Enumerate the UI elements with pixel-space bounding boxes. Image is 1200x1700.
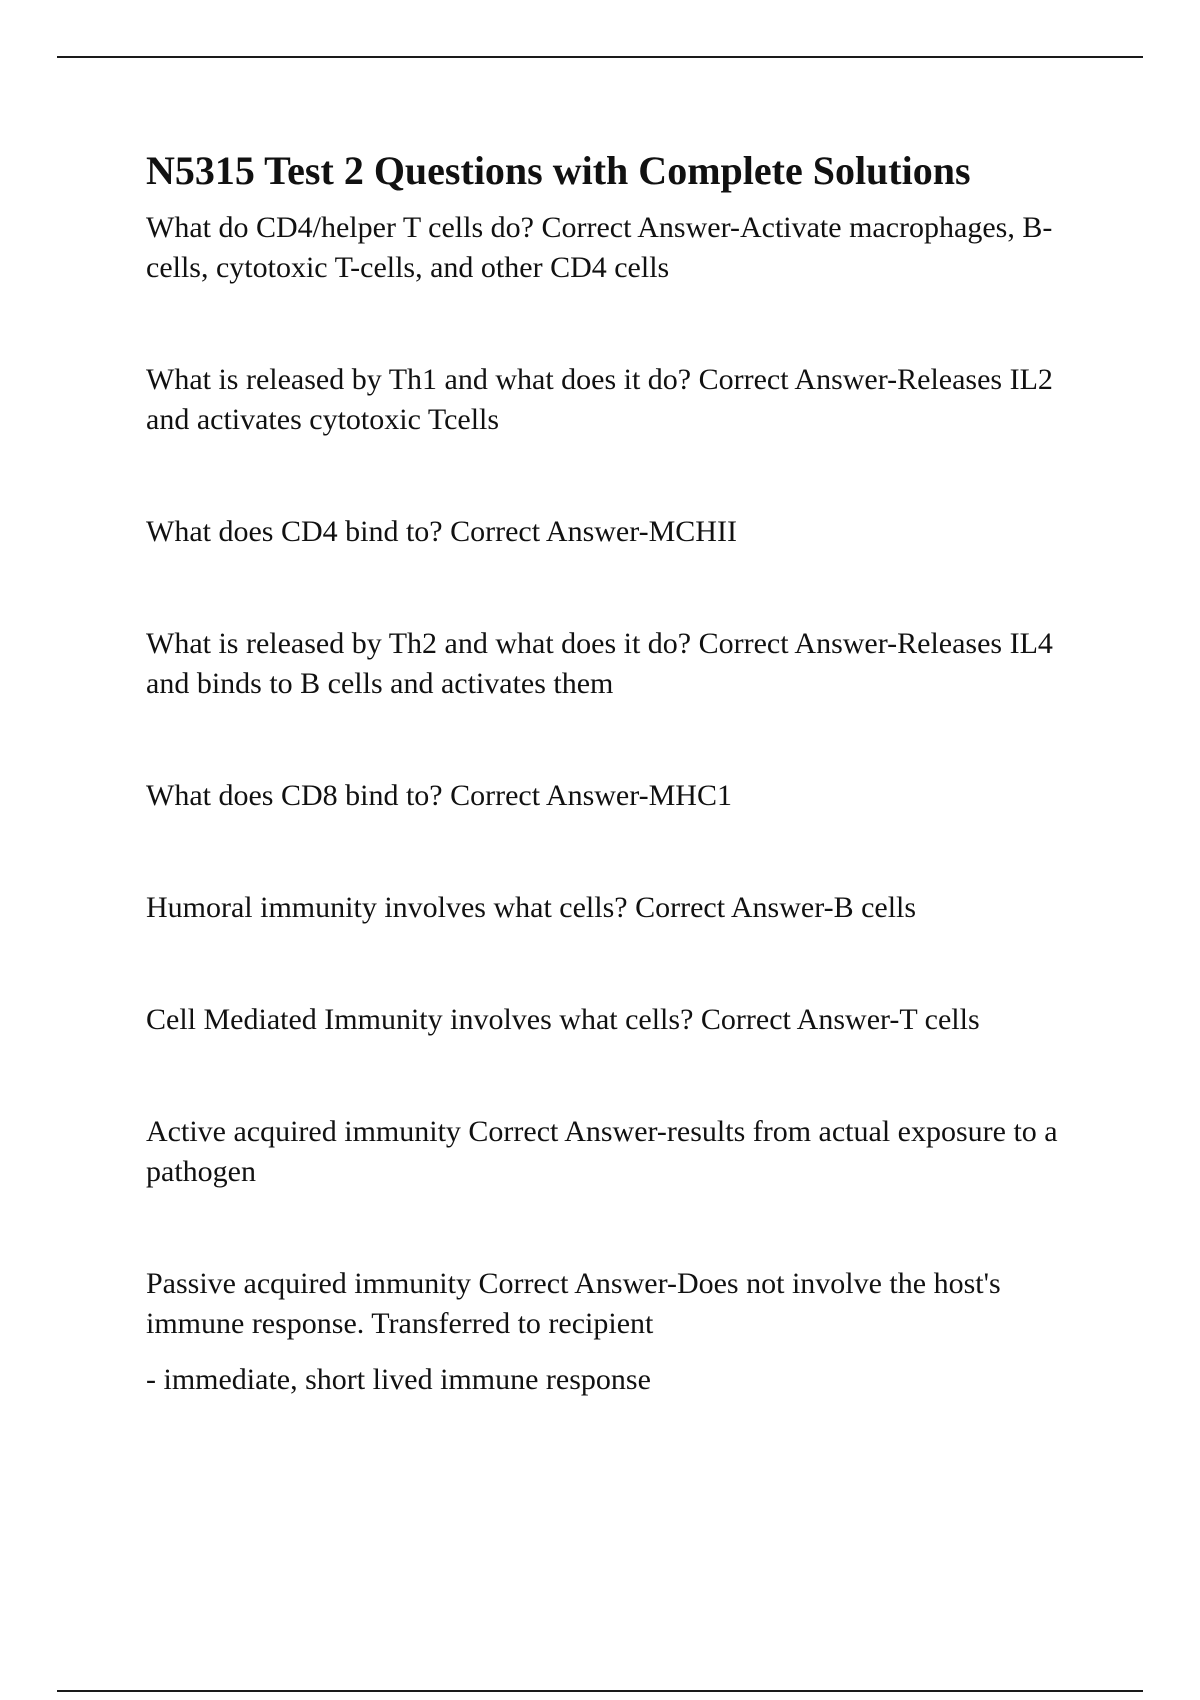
- qa-entry-humoral-immunity: Humoral immunity involves what cells? Correct Answer-B cells: [146, 891, 917, 924]
- document-title: N5315 Test 2 Questions with Complete Solutions: [146, 148, 971, 193]
- footer-rule: [57, 1690, 1143, 1692]
- qa-entry-active-acquired-immunity: Active acquired immunity Correct Answer-results from actual exposure to a pathogen: [146, 1115, 1058, 1188]
- qa-entry-cd8-binding: What does CD8 bind to? Correct Answer-MHC1: [146, 779, 732, 812]
- document-body: [146, 146, 1096, 1400]
- qa-entry-th1-release: What is released by Th1 and what does it do? Correct Answer-Releases IL2 and activates cytotoxic Tcells: [146, 363, 1053, 436]
- qa-entry-passive-acquired-immunity: Passive acquired immunity Correct Answer-Does not involve the host's immune response. Transferred to recipient: [146, 1267, 1001, 1340]
- qa-entry-cd4-function: What do CD4/helper T cells do? Correct Answer-Activate macrophages, B-cells, cytotoxic T-cells, and other CD4 cells: [146, 211, 1053, 284]
- qa-entry-cd4-binding: What does CD4 bind to? Correct Answer-MCHII: [146, 515, 737, 548]
- qa-entry-th2-release: What is released by Th2 and what does it do? Correct Answer-Releases IL4 and binds to B cells and activates them: [146, 627, 1053, 700]
- qa-entry-cell-mediated-immunity: Cell Mediated Immunity involves what cells? Correct Answer-T cells: [146, 1003, 980, 1036]
- header-rule: [57, 56, 1143, 58]
- qa-entry-passive-note: - immediate, short lived immune response: [146, 1363, 651, 1396]
